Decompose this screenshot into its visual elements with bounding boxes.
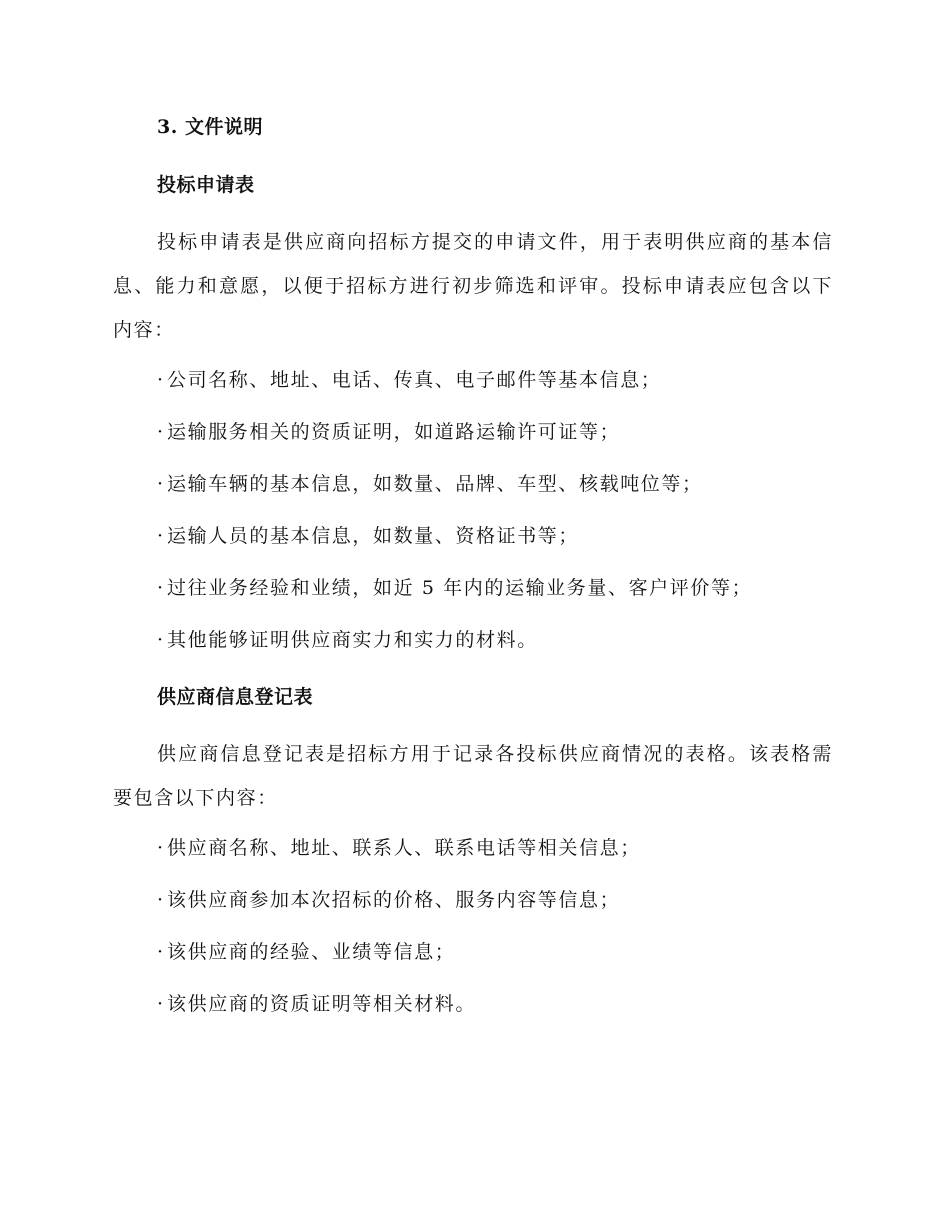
list-item-text: 运输服务相关的资质证明，如道路运输许可证等； xyxy=(167,421,621,443)
bullet-icon: · xyxy=(157,525,165,547)
list-item-text: 该供应商的经验、业绩等信息； xyxy=(167,941,456,963)
list-item-text: 该供应商参加本次招标的价格、服务内容等信息； xyxy=(167,889,621,911)
bullet-icon: · xyxy=(157,421,165,443)
supplier-form-intro: 供应商信息登记表是招标方用于记录各投标供应商情况的表格。该表格需要包含以下内容： xyxy=(113,743,833,809)
list-item xyxy=(157,990,833,1018)
list-item-text: 供应商名称、地址、联系人、联系电话等相关信息； xyxy=(167,837,641,859)
bid-form-intro: 投标申请表是供应商向招标方提交的申请文件，用于表明供应商的基本信息、能力和意愿，以便于招标方进行初步筛选和评审。投标申请表应包含以下内容： xyxy=(113,231,833,341)
list-item-text: 公司名称、地址、电话、传真、电子邮件等基本信息； xyxy=(167,369,662,391)
list-item xyxy=(157,834,833,862)
list-item-text: 运输车辆的基本信息，如数量、品牌、车型、核载吨位等； xyxy=(167,473,703,495)
list-item xyxy=(157,522,833,550)
list-item-text: 其他能够证明供应商实力和实力的材料。 xyxy=(167,629,538,651)
list-item xyxy=(157,418,833,446)
list-item xyxy=(157,366,833,394)
supplier-form-heading: 供应商信息登记表 xyxy=(157,686,314,708)
document-body xyxy=(113,108,833,1042)
list-item-text: 运输人员的基本信息，如数量、资格证书等； xyxy=(167,525,580,547)
bullet-icon: · xyxy=(157,577,165,599)
section-title: 3. 文件说明 xyxy=(157,116,263,138)
bullet-icon: · xyxy=(157,629,165,651)
list-item xyxy=(157,470,833,498)
bullet-icon: · xyxy=(157,369,165,391)
list-item xyxy=(157,886,833,914)
bullet-icon: · xyxy=(157,837,165,859)
list-item-text: 过往业务经验和业绩，如近 5 年内的运输业务量、客户评价等； xyxy=(167,577,753,599)
list-item-text: 该供应商的资质证明等相关材料。 xyxy=(167,993,477,1015)
bullet-icon: · xyxy=(157,473,165,495)
bullet-icon: · xyxy=(157,941,165,963)
bid-form-heading: 投标申请表 xyxy=(157,174,255,196)
bullet-icon: · xyxy=(157,889,165,911)
bid-form-list xyxy=(113,366,833,654)
list-item xyxy=(157,574,833,602)
list-item xyxy=(157,938,833,966)
list-item xyxy=(157,626,833,654)
supplier-form-list xyxy=(113,834,833,1018)
bullet-icon: · xyxy=(157,993,165,1015)
